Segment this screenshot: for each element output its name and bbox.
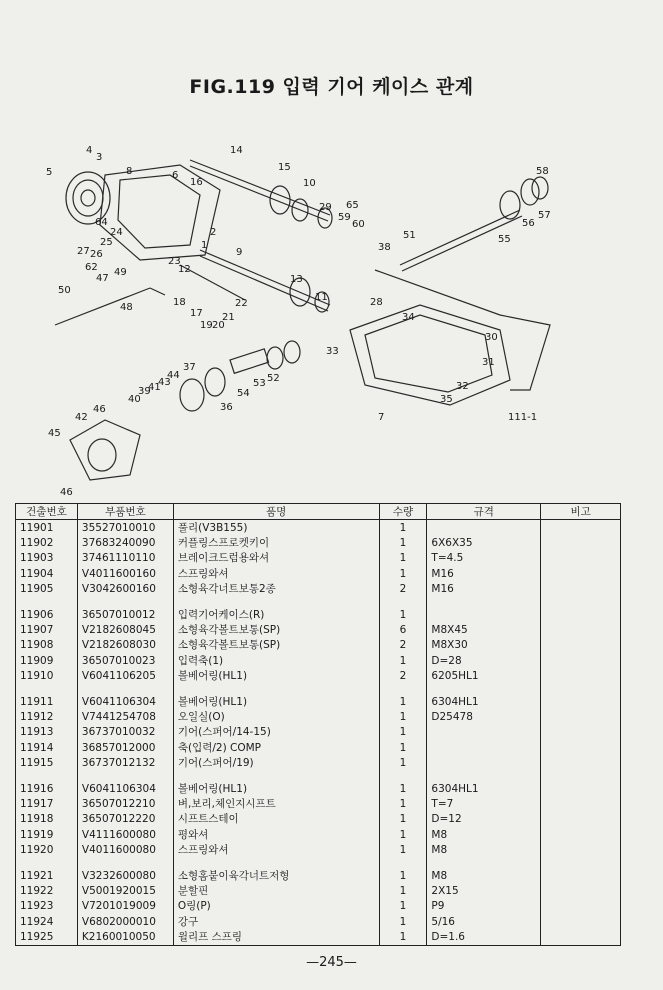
callout-52: 51: [403, 230, 416, 241]
cell-part-no: V7441254708: [77, 709, 173, 724]
table-row: [16, 755, 621, 770]
callout-51: 50: [58, 285, 71, 296]
exploded-parts-diagram: [30, 120, 630, 500]
cell-part-name: 커플링스프로켓키이: [173, 535, 379, 550]
spacer-cell: [541, 771, 621, 781]
cell-remarks: [541, 868, 621, 883]
callout-56: 55: [498, 234, 511, 245]
callout-59: 58: [536, 166, 549, 177]
callout-48: 47: [96, 273, 109, 284]
cell-quantity: 2: [379, 582, 427, 597]
spacer-cell: [379, 684, 427, 694]
cell-part-no: 36737010032: [77, 725, 173, 740]
table-row: [16, 899, 621, 914]
header-quantity: 수량: [379, 504, 427, 520]
cell-part-no: V3042600160: [77, 582, 173, 597]
gear-15-drawing: [270, 186, 290, 214]
cell-quantity: 1: [379, 929, 427, 945]
table-row: [16, 551, 621, 566]
cell-spec: M8X30: [427, 638, 541, 653]
callout-29: 29: [319, 202, 332, 213]
cell-part-no: 36857012000: [77, 740, 173, 755]
cell-quantity: 1: [379, 796, 427, 811]
cell-part-no: 36507012210: [77, 796, 173, 811]
spacer-cell: [173, 771, 379, 781]
cell-remarks: [541, 622, 621, 637]
header-serial-no: 건출번호: [16, 504, 78, 520]
table-row: [16, 622, 621, 637]
cell-spec: 5/16: [427, 914, 541, 929]
cell-part-no: V2182608030: [77, 638, 173, 653]
cell-part-name: 기어(스퍼어/14-15): [173, 725, 379, 740]
callout-28: 28: [370, 297, 383, 308]
cell-remarks: [541, 781, 621, 796]
spacer-cell: [77, 771, 173, 781]
main-housing-drawing: [350, 305, 510, 405]
header-part-name: 품명: [173, 504, 379, 520]
cell-remarks: [541, 566, 621, 581]
callout-13: 13: [290, 274, 303, 285]
table-row: [16, 883, 621, 898]
spacer-cell: [16, 858, 78, 868]
cell-part-name: 소형홈붙이육각너트저형: [173, 868, 379, 883]
cell-part-name: 볼베어링(HL1): [173, 669, 379, 684]
cell-serial-no: 11925: [16, 929, 78, 945]
table-row: [16, 520, 621, 536]
cell-part-name: 볼베어링(HL1): [173, 694, 379, 709]
callout-5: 5: [46, 167, 53, 178]
cell-remarks: [541, 669, 621, 684]
cell-spec: 6304HL1: [427, 781, 541, 796]
cell-serial-no: 11924: [16, 914, 78, 929]
cell-serial-no: 11915: [16, 755, 78, 770]
spacer-cell: [541, 858, 621, 868]
cell-remarks: [541, 827, 621, 842]
page-number: —245—: [306, 955, 357, 970]
cell-quantity: 1: [379, 709, 427, 724]
cell-serial-no: 11904: [16, 566, 78, 581]
callout-20: 20: [212, 320, 225, 331]
cell-spec: D=28: [427, 653, 541, 668]
cell-remarks: [541, 899, 621, 914]
cell-serial-no: 11902: [16, 535, 78, 550]
cell-remarks: [541, 607, 621, 622]
callout-111-1: 111-1: [508, 412, 538, 423]
cell-part-name: O링(P): [173, 899, 379, 914]
cell-part-name: 윌리프 스프링: [173, 929, 379, 945]
callout-4: 4: [86, 145, 93, 156]
cell-serial-no: 11920: [16, 842, 78, 857]
callout-39: 39: [138, 386, 151, 397]
cell-spec: [427, 607, 541, 622]
callout-49: 48: [120, 302, 133, 313]
cell-quantity: 1: [379, 883, 427, 898]
spacer-cell: [173, 597, 379, 607]
header-part-no: 부품번호: [77, 504, 173, 520]
cell-serial-no: 11905: [16, 582, 78, 597]
cell-remarks: [541, 694, 621, 709]
cell-spec: M16: [427, 566, 541, 581]
cell-part-name: 스프링와셔: [173, 842, 379, 857]
spacer-cell: [77, 858, 173, 868]
table-row: [16, 566, 621, 581]
callout-10: 10: [303, 178, 316, 189]
cell-serial-no: 11906: [16, 607, 78, 622]
cell-serial-no: 11901: [16, 520, 78, 536]
cell-quantity: 1: [379, 868, 427, 883]
cell-remarks: [541, 812, 621, 827]
cell-serial-no: 11916: [16, 781, 78, 796]
cell-part-no: 36507010012: [77, 607, 173, 622]
cell-part-name: 소형육각너트보통2종: [173, 582, 379, 597]
callout-16: 16: [190, 177, 203, 188]
cell-quantity: 1: [379, 535, 427, 550]
cell-serial-no: 11918: [16, 812, 78, 827]
table-row: [16, 842, 621, 857]
callout-55: 54: [237, 388, 250, 399]
cell-spec: T=4.5: [427, 551, 541, 566]
cell-spec: 6304HL1: [427, 694, 541, 709]
cell-quantity: 2: [379, 669, 427, 684]
cell-serial-no: 11913: [16, 725, 78, 740]
spacer-cell: [16, 684, 78, 694]
spacer-cell: [427, 597, 541, 607]
cell-serial-no: 11911: [16, 694, 78, 709]
callout-30: 30: [485, 332, 498, 343]
callout-35: 35: [440, 394, 453, 405]
cell-spec: D=12: [427, 812, 541, 827]
cell-part-name: 브레이크드럼용와셔: [173, 551, 379, 566]
table-row: [16, 740, 621, 755]
cell-remarks: [541, 638, 621, 653]
callout-43: 43: [158, 377, 171, 388]
spacer-cell: [77, 684, 173, 694]
cell-remarks: [541, 755, 621, 770]
spacer-cell: [379, 597, 427, 607]
callout-47: 46: [93, 404, 106, 415]
callout-14: 14: [230, 145, 243, 156]
cell-spec: D25478: [427, 709, 541, 724]
cell-spec: 6X6X35: [427, 535, 541, 550]
callout-34: 34: [402, 312, 415, 323]
callout-27: 27: [77, 246, 90, 257]
spacer-cell: [427, 684, 541, 694]
cell-remarks: [541, 914, 621, 929]
cell-part-name: 볼베어링(HL1): [173, 781, 379, 796]
cell-part-no: 36507012220: [77, 812, 173, 827]
callout-7: 7: [378, 412, 385, 423]
table-row: [16, 827, 621, 842]
cell-quantity: 1: [379, 914, 427, 929]
cell-serial-no: 11909: [16, 653, 78, 668]
group-spacer: [16, 771, 621, 781]
cell-remarks: [541, 796, 621, 811]
table-row: [16, 709, 621, 724]
callout-64: 64: [95, 217, 108, 228]
table-row: [16, 929, 621, 945]
callout-40: 40: [128, 394, 141, 405]
spacer-cell: [541, 684, 621, 694]
callout-54: 53: [253, 378, 266, 389]
cell-part-no: V2182608045: [77, 622, 173, 637]
cell-part-name: 평와셔: [173, 827, 379, 842]
cell-spec: 6205HL1: [427, 669, 541, 684]
cell-serial-no: 11907: [16, 622, 78, 637]
spacer-cell: [173, 684, 379, 694]
spacer-cell: [16, 597, 78, 607]
callout-58: 57: [538, 210, 551, 221]
cell-remarks: [541, 520, 621, 536]
cell-part-no: V5001920015: [77, 883, 173, 898]
parts-table-header: [16, 504, 621, 520]
cell-part-name: 기어(스퍼어/19): [173, 755, 379, 770]
spacer-cell: [16, 771, 78, 781]
cell-serial-no: 11908: [16, 638, 78, 653]
callout-24: 24: [110, 227, 123, 238]
cell-part-name: 분할핀: [173, 883, 379, 898]
callout-32: 32: [456, 381, 469, 392]
table-row: [16, 796, 621, 811]
callout-3: 3: [96, 152, 103, 163]
callout-8: 8: [126, 166, 133, 177]
cell-part-name: 소형육각볼트보통(SP): [173, 638, 379, 653]
callout-33: 33: [326, 346, 339, 357]
callout-1: 1: [201, 240, 208, 251]
callout-38: 38: [378, 242, 391, 253]
cell-spec: [427, 725, 541, 740]
callout-15: 15: [278, 162, 291, 173]
parts-table: [15, 503, 621, 946]
cell-quantity: 1: [379, 899, 427, 914]
cell-remarks: [541, 709, 621, 724]
cell-part-no: K2160010050: [77, 929, 173, 945]
header-remarks: 비고: [541, 504, 621, 520]
callout-6: 6: [172, 170, 179, 181]
cell-serial-no: 11917: [16, 796, 78, 811]
bracket-drawing: [375, 270, 550, 390]
cell-spec: [427, 755, 541, 770]
gear-44-drawing: [180, 379, 204, 411]
cell-part-name: 강구: [173, 914, 379, 929]
cell-part-no: 35527010010: [77, 520, 173, 536]
spacer-cell: [541, 597, 621, 607]
table-row: [16, 914, 621, 929]
cell-quantity: 1: [379, 653, 427, 668]
table-row: [16, 868, 621, 883]
callout-45: 45: [48, 428, 61, 439]
cell-serial-no: 11921: [16, 868, 78, 883]
callout-37: 37: [183, 362, 196, 373]
spacer-cell: [427, 858, 541, 868]
callout-57: 56: [522, 218, 535, 229]
cell-serial-no: 11919: [16, 827, 78, 842]
cell-part-no: V6802000010: [77, 914, 173, 929]
cell-part-name: 오일실(O): [173, 709, 379, 724]
spacer-cell: [173, 858, 379, 868]
table-row: [16, 812, 621, 827]
cell-serial-no: 11923: [16, 899, 78, 914]
callout-18: 18: [173, 297, 186, 308]
header-spec: 규격: [427, 504, 541, 520]
table-row: [16, 669, 621, 684]
table-row: [16, 638, 621, 653]
cell-quantity: 1: [379, 740, 427, 755]
spacer-cell: [427, 771, 541, 781]
exploded-view-svg: [30, 120, 630, 500]
group-spacer: [16, 858, 621, 868]
cell-quantity: 1: [379, 827, 427, 842]
spacer-cell: [77, 597, 173, 607]
cell-remarks: [541, 883, 621, 898]
cell-serial-no: 11903: [16, 551, 78, 566]
cell-part-no: V6041106304: [77, 781, 173, 796]
cell-remarks: [541, 535, 621, 550]
cell-remarks: [541, 653, 621, 668]
callout-53: 52: [267, 373, 280, 384]
cell-remarks: [541, 842, 621, 857]
cell-part-name: 소형육각볼트보통(SP): [173, 622, 379, 637]
cell-part-name: 시프트스테이: [173, 812, 379, 827]
callout-41: 41: [148, 382, 161, 393]
cell-part-name: 풀리(V3B155): [173, 520, 379, 536]
cell-part-name: 축(입력/2) COMP: [173, 740, 379, 755]
cell-quantity: 1: [379, 694, 427, 709]
group-spacer: [16, 684, 621, 694]
cell-quantity: 1: [379, 812, 427, 827]
cell-quantity: 1: [379, 842, 427, 857]
callout-11: 11: [315, 292, 328, 303]
callout-62: 65: [346, 200, 359, 211]
callout-17: 17: [190, 308, 203, 319]
cell-spec: T=7: [427, 796, 541, 811]
callout-60: 59: [338, 212, 351, 223]
callout-9: 9: [236, 247, 243, 258]
callout-44: 44: [167, 370, 180, 381]
table-row: [16, 653, 621, 668]
cell-spec: M8: [427, 827, 541, 842]
cell-remarks: [541, 929, 621, 945]
cell-part-no: 36507010023: [77, 653, 173, 668]
cell-part-no: V7201019009: [77, 899, 173, 914]
table-row: [16, 781, 621, 796]
cell-quantity: 1: [379, 725, 427, 740]
spacer-cell: [379, 771, 427, 781]
callout-12: 12: [178, 264, 191, 275]
cell-spec: D=1.6: [427, 929, 541, 945]
cell-remarks: [541, 725, 621, 740]
cell-part-name: 입력축(1): [173, 653, 379, 668]
cell-spec: M8: [427, 868, 541, 883]
cell-part-no: V3232600080: [77, 868, 173, 883]
cell-quantity: 1: [379, 755, 427, 770]
cell-part-no: 37683240090: [77, 535, 173, 550]
cell-quantity: 6: [379, 622, 427, 637]
cell-part-name: 입력기어케이스(R): [173, 607, 379, 622]
cell-part-name: 벼,보리,체인지시프트: [173, 796, 379, 811]
cell-spec: [427, 520, 541, 536]
callout-22: 22: [235, 298, 248, 309]
callout-25: 25: [100, 237, 113, 248]
table-row: [16, 582, 621, 597]
callout-36: 36: [220, 402, 233, 413]
cell-remarks: [541, 582, 621, 597]
table-row: [16, 694, 621, 709]
cell-serial-no: 11922: [16, 883, 78, 898]
spacer-cell: [379, 858, 427, 868]
callout-46: 46: [60, 487, 73, 498]
callout-50: 49: [114, 267, 127, 278]
callout-23: 23: [168, 256, 181, 267]
cell-spec: P9: [427, 899, 541, 914]
callout-31: 31: [482, 357, 495, 368]
parts-table-body: [16, 520, 621, 946]
page-title: FIG.119 입력 기어 케이스 관계: [189, 76, 474, 98]
callout-19: 19: [200, 320, 213, 331]
cell-spec: M8: [427, 842, 541, 857]
table-row: [16, 607, 621, 622]
cell-quantity: 1: [379, 607, 427, 622]
cell-spec: 2X15: [427, 883, 541, 898]
callout-21: 21: [222, 312, 235, 323]
group-spacer: [16, 597, 621, 607]
cell-quantity: 1: [379, 781, 427, 796]
cell-serial-no: 11912: [16, 709, 78, 724]
cell-remarks: [541, 551, 621, 566]
cell-part-no: V4111600080: [77, 827, 173, 842]
cell-quantity: 1: [379, 520, 427, 536]
callout-65: 62: [85, 262, 98, 273]
table-row: [16, 535, 621, 550]
cell-part-name: 스프링와셔: [173, 566, 379, 581]
cell-part-no: V6041106205: [77, 669, 173, 684]
callout-61: 60: [352, 219, 365, 230]
cell-remarks: [541, 740, 621, 755]
cell-part-no: 37461110110: [77, 551, 173, 566]
callout-2: 2: [210, 227, 217, 238]
callout-26: 26: [90, 249, 103, 260]
cell-part-no: V4011600080: [77, 842, 173, 857]
cell-serial-no: 11910: [16, 669, 78, 684]
cell-quantity: 1: [379, 551, 427, 566]
cell-quantity: 1: [379, 566, 427, 581]
cell-spec: [427, 740, 541, 755]
table-row: [16, 725, 621, 740]
callout-42: 42: [75, 412, 88, 423]
cell-part-no: V6041106304: [77, 694, 173, 709]
cell-part-no: V4011600160: [77, 566, 173, 581]
cell-serial-no: 11914: [16, 740, 78, 755]
cell-part-no: 36737012132: [77, 755, 173, 770]
cell-spec: M16: [427, 582, 541, 597]
cell-quantity: 2: [379, 638, 427, 653]
cell-spec: M8X45: [427, 622, 541, 637]
